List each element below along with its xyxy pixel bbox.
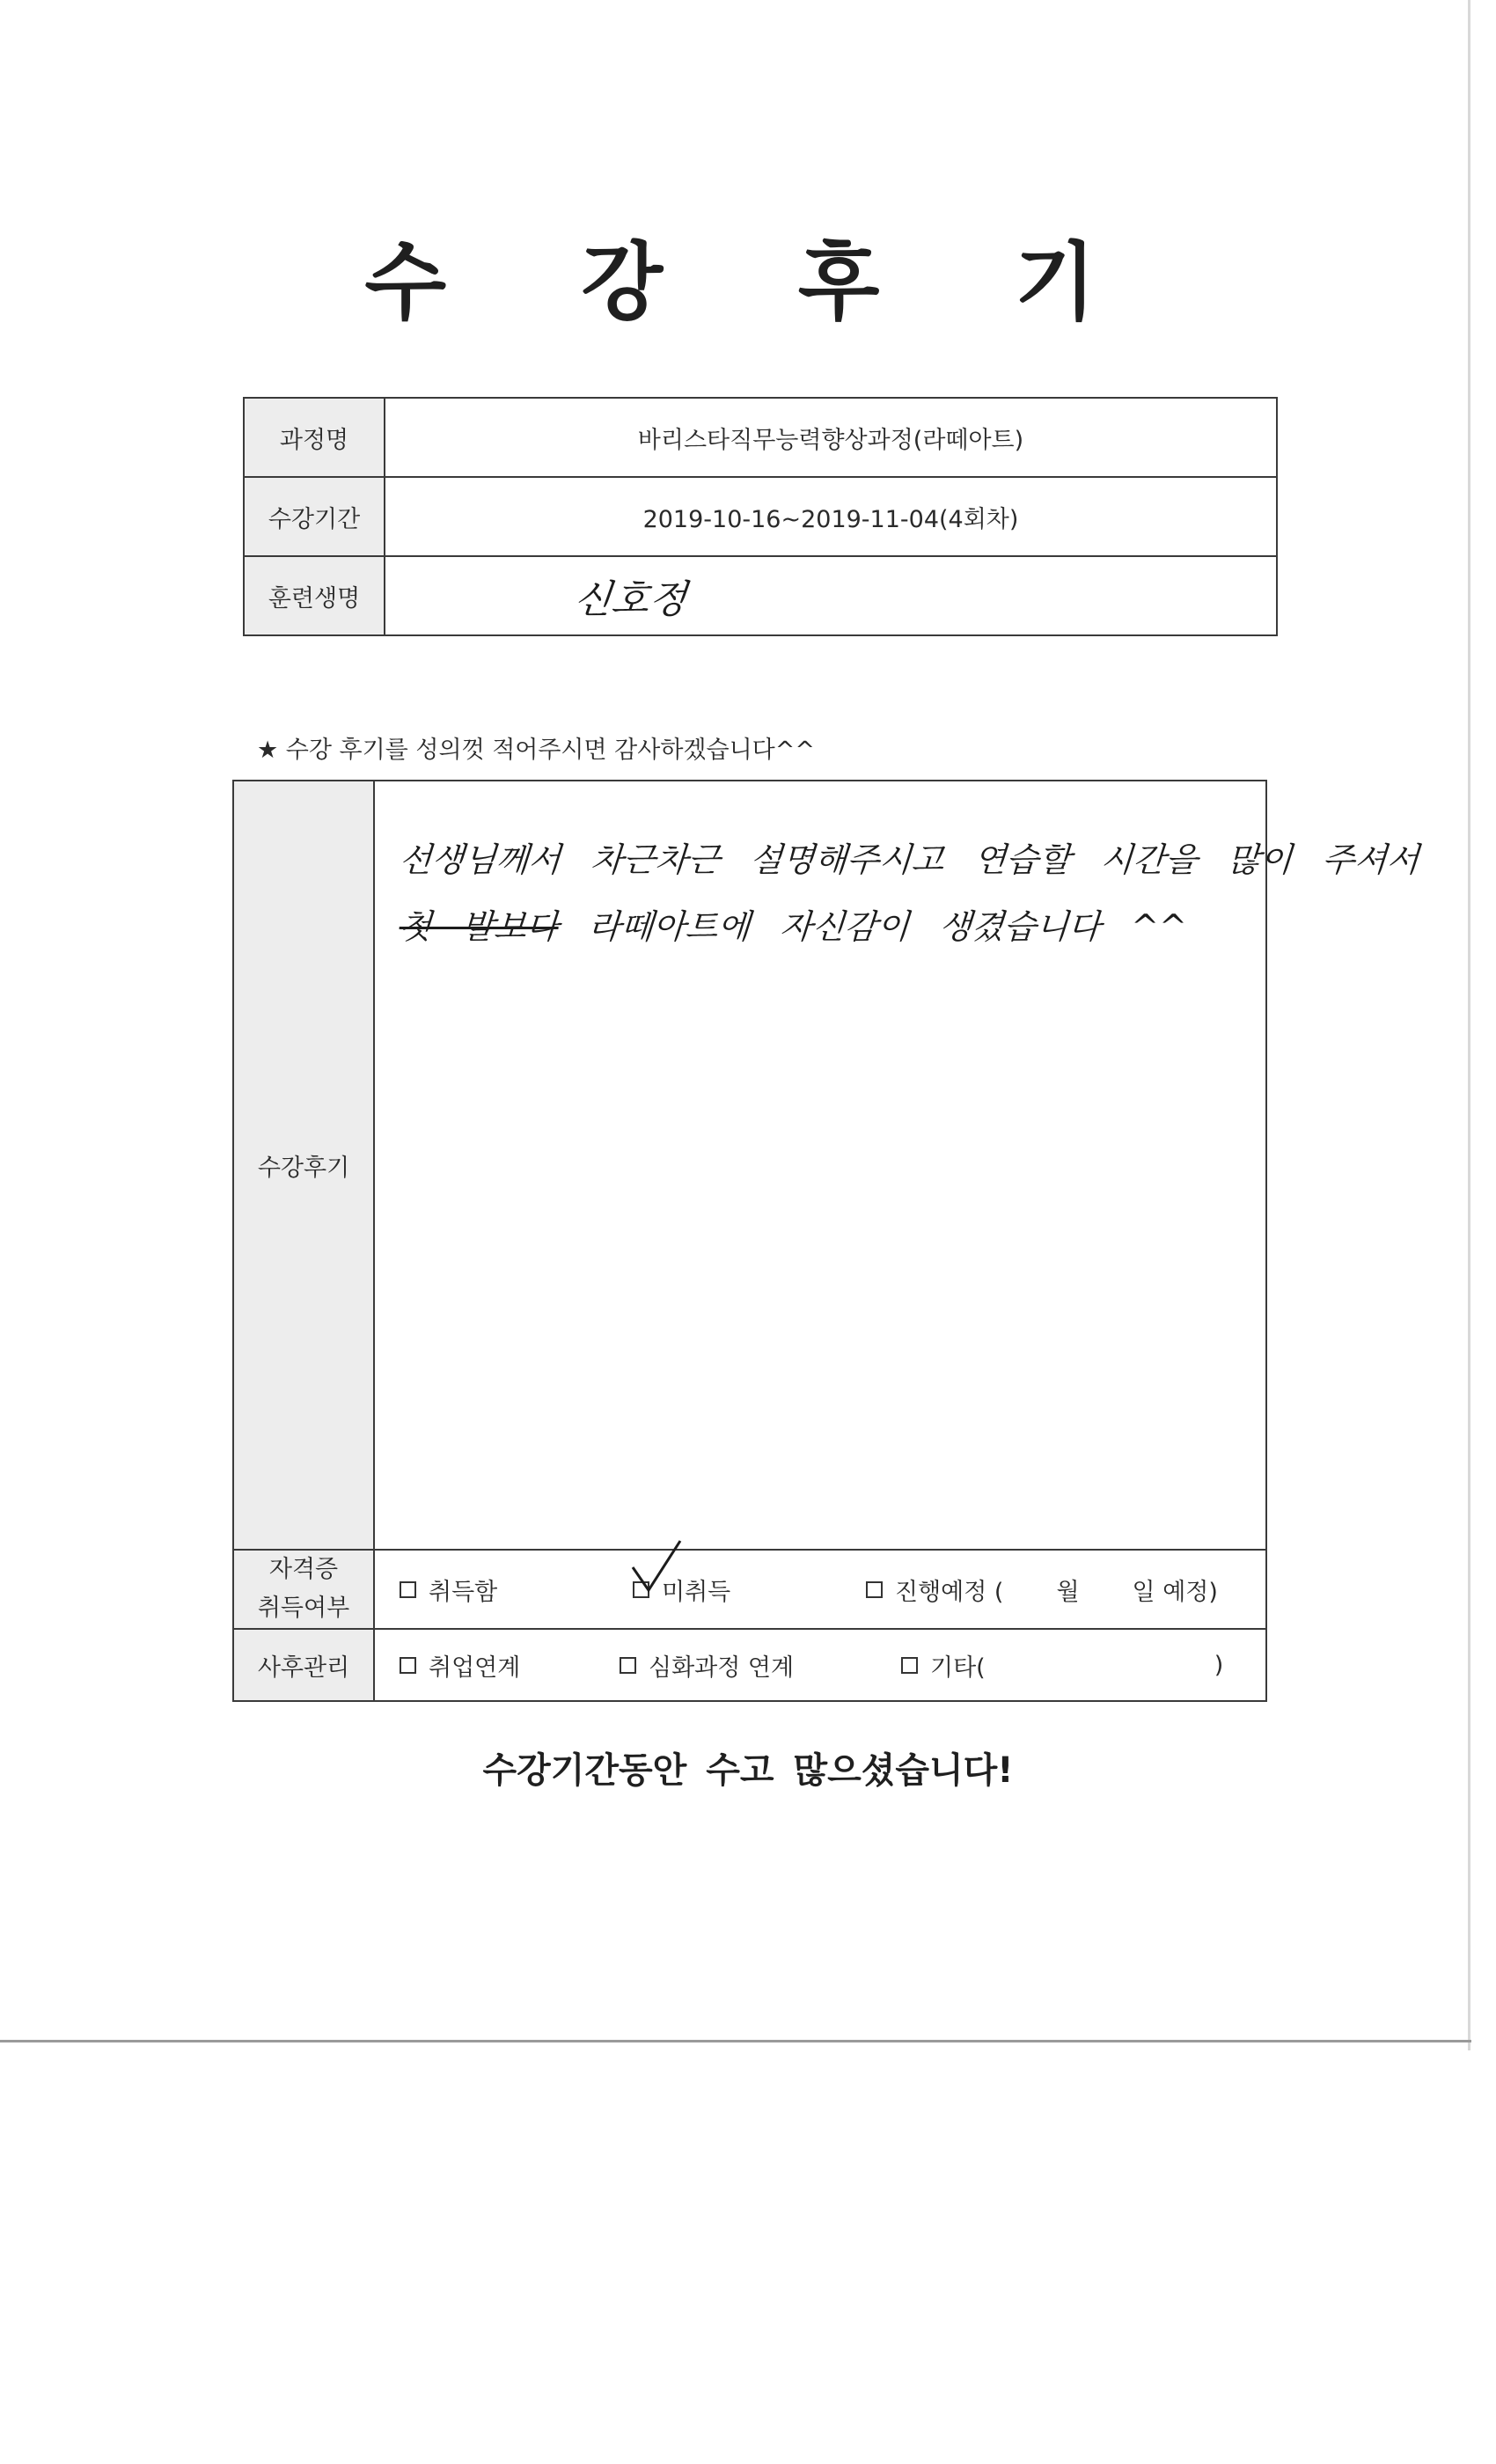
checkbox-icon (400, 1581, 416, 1598)
closing-message: 수강기간동안 수고 많으셨습니다! (482, 1750, 1014, 1791)
certificate-label-line1: 자격증 (268, 1556, 339, 1583)
certificate-label-line2: 취득여부 (257, 1595, 350, 1622)
checkbox-icon (400, 1657, 416, 1674)
cert-option-month: 월 (1056, 1578, 1080, 1606)
cert-option-planned-label: 진행예정 ( (895, 1578, 1004, 1606)
aftercare-option-job-label: 취업연계 (429, 1654, 521, 1682)
cert-option-not-acquired[interactable] (633, 1573, 866, 1607)
course-info-table (243, 397, 1278, 636)
trainee-value (385, 556, 1277, 635)
cert-option-acquired-label: 취득함 (429, 1578, 498, 1606)
check-mark-icon (627, 1537, 689, 1594)
review-table (232, 780, 1421, 1702)
trainee-label: 훈련생명 (244, 556, 385, 635)
review-body (374, 781, 1421, 1550)
aftercare-label: 사후관리 (233, 1629, 374, 1701)
course-label: 과정명 (244, 398, 385, 477)
period-label: 수강기간 (244, 477, 385, 556)
review-line-2 (398, 899, 1189, 948)
aftercare-option-advanced[interactable] (620, 1648, 901, 1683)
cert-option-acquired[interactable] (400, 1573, 633, 1607)
aftercare-options (374, 1629, 1266, 1701)
aftercare-option-other-close: ) (1214, 1651, 1224, 1679)
checkbox-icon (901, 1657, 918, 1674)
review-struck-text: 첫 발보다 (398, 907, 561, 946)
cert-option-day: 일 예정) (1132, 1578, 1218, 1606)
review-line-2-text: 라떼아트에 자신감이 생겼습니다 ^^ (587, 907, 1189, 946)
cert-option-not-acquired-label: 미취득 (662, 1578, 731, 1606)
scan-edge-bottom (0, 2040, 1471, 2042)
page-title: 수 강 후 기 (364, 233, 1149, 332)
review-label: 수강후기 (233, 781, 374, 1550)
checkbox-icon (866, 1581, 883, 1598)
trainee-signature: 신호정 (571, 577, 689, 622)
aftercare-option-other-label: 기타( (930, 1654, 986, 1682)
aftercare-option-advanced-label: 심화과정 연계 (649, 1654, 795, 1682)
aftercare-option-other[interactable] (901, 1648, 1223, 1683)
period-value: 2019-10-16~2019-11-04(4회차) (385, 477, 1277, 556)
review-line-1: 선생님께서 차근차근 설명해주시고 연습할 시간을 많이 주셔서 (398, 840, 1421, 879)
cert-option-planned[interactable] (866, 1573, 1218, 1607)
checkbox-icon (620, 1657, 636, 1674)
aftercare-option-job[interactable] (400, 1648, 620, 1683)
certificate-options (374, 1550, 1266, 1629)
certificate-label (233, 1550, 374, 1629)
notice-text: ★ 수강 후기를 성의껏 적어주시면 감사하겠습니다^^ (257, 737, 816, 764)
course-value: 바리스타직무능력향상과정(라떼아트) (385, 398, 1277, 477)
